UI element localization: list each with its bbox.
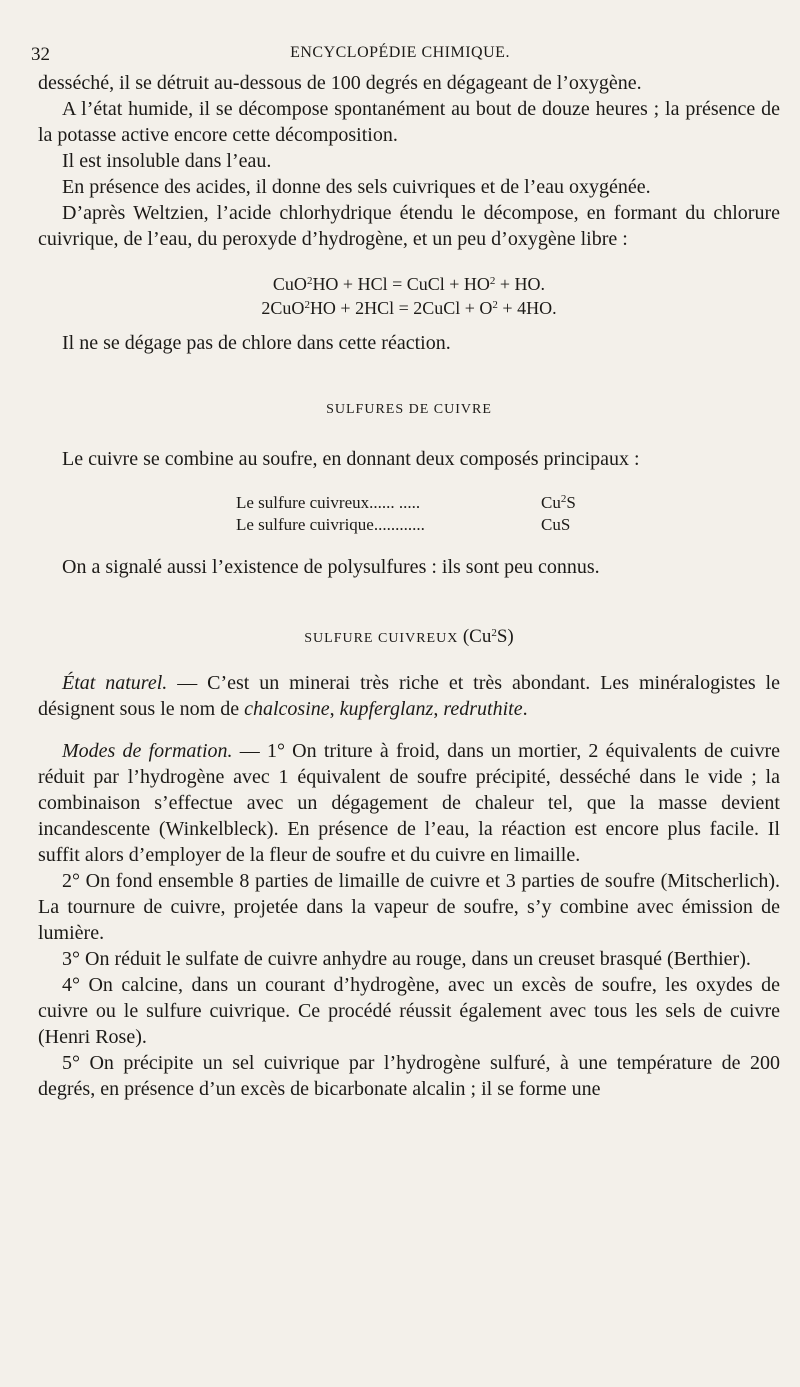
paragraph: 3° On réduit le sulfate de cuivre anhydre au rouge, dans un creuset brasqué (Berthier).	[62, 948, 751, 970]
section-heading-sulfure-cuivreux: SULFURE CUIVREUX (Cu$^2$S)	[304, 626, 514, 647]
running-title: ENCYCLOPÉDIE CHIMIQUE.	[290, 44, 510, 61]
page-header	[0, 38, 800, 68]
page-number: 32	[31, 44, 50, 65]
paragraph: On a signalé aussi l’existence de polysulfures : ils sont peu connus.	[62, 556, 600, 578]
paragraph: Il est insoluble dans l’eau.	[62, 150, 272, 172]
list-item: Le sulfure cuivrique............ CuS	[236, 515, 571, 534]
section-heading-sulfures: SULFURES DE CUIVRE	[326, 402, 492, 417]
paragraph: Le cuivre se combine au soufre, en donnant deux composés principaux :	[62, 448, 640, 470]
list-item: Le sulfure cuivreux...... ..... Cu$^2$S	[236, 493, 576, 512]
paragraph: A l’état humide, il se décompose spontanément au bout de douze heures ; la présence de la potasse active encore cette décomposition.	[38, 98, 780, 146]
paragraph: 4° On calcine, dans un courant d’hydrogène, avec un excès de soufre, les oxydes de cuivre ou le sulfure cuivrique. Ce procédé réussit également avec tous les sels de cuivre (Henri Rose).	[38, 974, 780, 1048]
compounds-list	[236, 492, 780, 536]
paragraph: En présence des acides, il donne des sels cuivriques et de l’eau oxygénée.	[62, 176, 651, 198]
page-body	[38, 70, 780, 1102]
equation-2: 2CuO$^2$HO + 2HCl = 2CuCl + $O^2 + 4HO$.	[261, 298, 557, 318]
paragraph: desséché, il se détruit au-dessous de 100 degrés en dégageant de l’oxygène.	[38, 72, 642, 94]
paragraph: 2° On fond ensemble 8 parties de limaille de cuivre et 3 parties de soufre (Mitscherlich). La tournure de cuivre, projetée dans la vapeur de soufre, s’y combine avec émission de lumière.	[38, 870, 780, 944]
paragraph-modes: Modes de formation. — 1° On triture à froid, dans un mortier, 2 équivalents de cuivre réduit par l’hydrogène avec 1 équivalent de soufre précipité, desséché dans le vide ; la combinaison s’effectue avec un dégagement de chaleur tel, que la masse devient incandescente (Winkelbleck). En présence de l’eau, la réaction est encore plus facile. Il suffit alors d’employer de la fleur de soufre et du cuivre en limaille.	[38, 740, 781, 866]
chemical-equations	[38, 272, 780, 320]
paragraph-etat-naturel: État naturel. — C’est un minerai très riche et très abondant. Les minéralogistes le désignent sous le nom de chalcosine, kupferglanz, redruthite.	[38, 672, 780, 720]
paragraph: D’après Weltzien, l’acide chlorhydrique étendu le décompose, en formant du chlorure cuivrique, de l’eau, du peroxyde d’hydrogène, et un peu d’oxygène libre :	[38, 202, 780, 250]
paragraph: 5° On précipite un sel cuivrique par l’hydrogène sulfuré, à une température de 200 degrés, en présence d’un excès de bicarbonate alcalin ; il se forme une	[38, 1052, 780, 1100]
paragraph: Il ne se dégage pas de chlore dans cette réaction.	[62, 332, 451, 354]
equation-1: CuO$^2$HO + HCl = CuCl + $HO^2$ + HO.	[272, 274, 546, 294]
